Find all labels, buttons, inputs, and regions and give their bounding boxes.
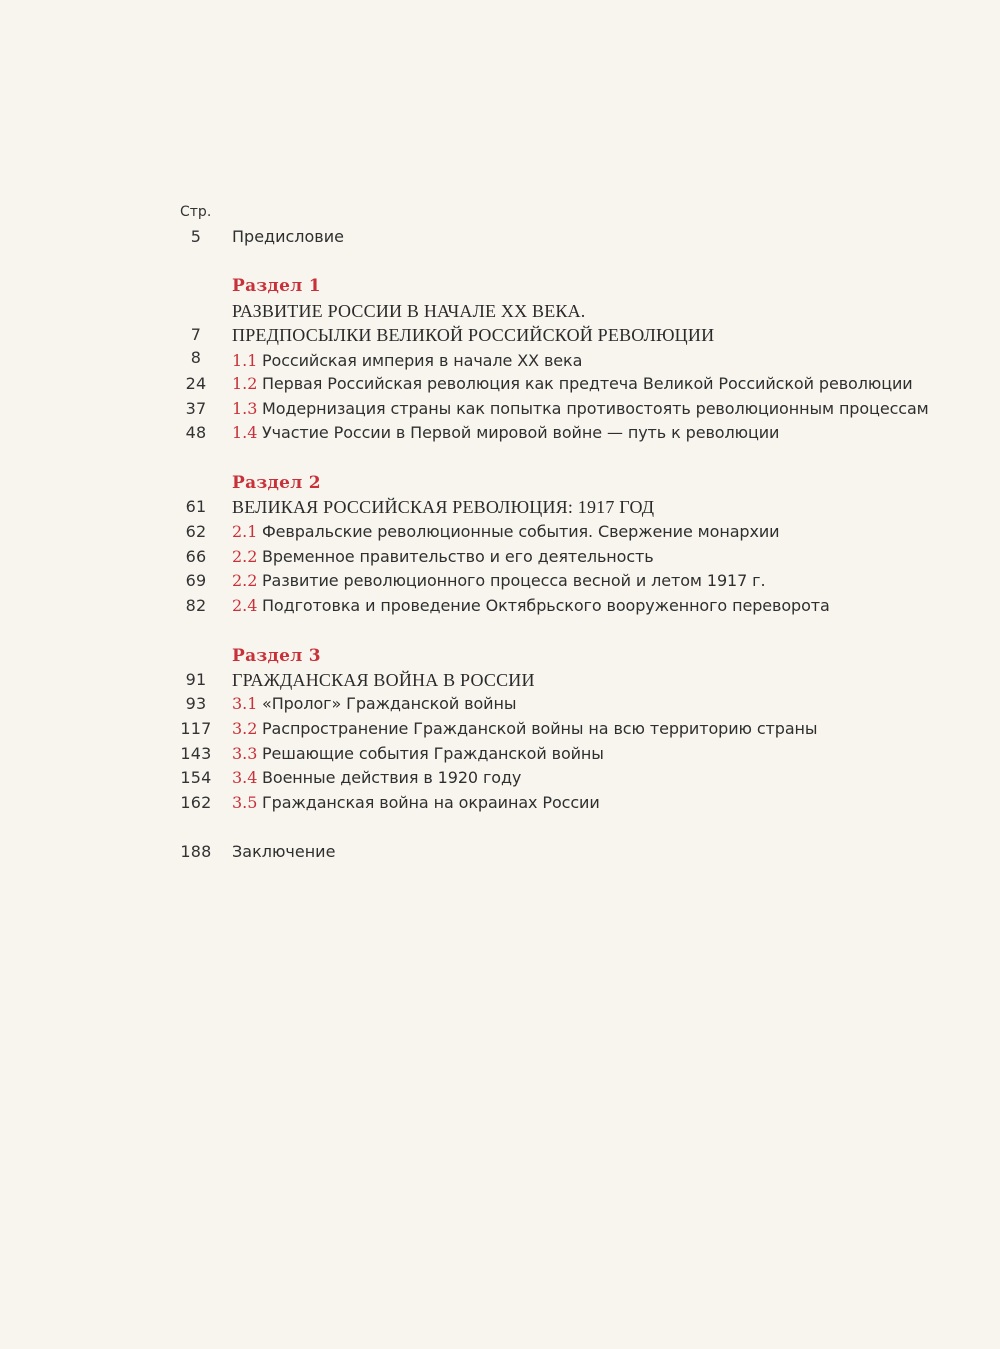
entry-title: Подготовка и проведение Октябрьского вооруженного переворота (262, 596, 830, 615)
entry-title: Российская империя в начале XX века (262, 351, 583, 370)
entry-title: Временное правительство и его деятельность (262, 547, 654, 566)
page-number: 66 (185, 547, 207, 566)
page-number: 154 (180, 768, 212, 787)
entry-title: Распространение Гражданской войны на всю территорию страны (262, 719, 818, 738)
chapter-number: 3.5 (232, 793, 258, 812)
section-3-label-row (0, 644, 1000, 668)
toc-entry-conclusion[interactable] (0, 840, 1000, 864)
page-number: 143 (180, 744, 212, 763)
toc-entry[interactable] (0, 520, 1000, 544)
entry-title: Гражданская война на окраинах России (262, 793, 600, 812)
entry-title: Участие России в Первой мировой войне — путь к революции (262, 423, 780, 442)
toc-entry[interactable] (0, 742, 1000, 766)
section-2-title-row[interactable] (0, 495, 1000, 519)
page-number: 7 (190, 325, 202, 344)
section-title: ВЕЛИКАЯ РОССИЙСКАЯ РЕВОЛЮЦИЯ: 1917 ГОД (232, 497, 655, 517)
chapter-number: 3.4 (232, 768, 258, 787)
toc-entry[interactable] (0, 717, 1000, 741)
chapter-number: 2.4 (232, 596, 258, 615)
page-number: 93 (185, 694, 207, 713)
page-number: 24 (185, 374, 207, 393)
toc-entry[interactable] (0, 766, 1000, 790)
entry-title: Военные действия в 1920 году (262, 768, 522, 787)
section-label: Раздел 3 (232, 646, 321, 666)
page-number: 162 (180, 793, 212, 812)
chapter-number: 1.4 (232, 423, 258, 442)
page-number: 82 (185, 596, 207, 615)
toc-entry[interactable] (0, 545, 1000, 569)
section-label: Раздел 1 (232, 276, 321, 296)
page-column-label: Стр. (180, 204, 212, 220)
chapter-number: 1.1 (232, 351, 258, 370)
toc-entry[interactable] (0, 397, 1000, 421)
section-2-label-row (0, 471, 1000, 495)
toc-entry[interactable] (0, 349, 1000, 373)
page-number: 188 (180, 842, 212, 861)
entry-title: Заключение (232, 842, 336, 861)
section-title: ГРАЖДАНСКАЯ ВОЙНА В РОССИИ (232, 670, 535, 690)
entry-title: Предисловие (232, 227, 344, 246)
chapter-number: 3.1 (232, 694, 258, 713)
toc-entry[interactable] (0, 692, 1000, 716)
entry-title: Модернизация страны как попытка противостоять революционным процессам (262, 399, 929, 418)
section-1-label-row (0, 274, 1000, 298)
section-title: ПРЕДПОСЫЛКИ ВЕЛИКОЙ РОССИЙСКОЙ РЕВОЛЮЦИИ (232, 325, 715, 345)
toc-header (0, 200, 1000, 224)
page-number: 69 (185, 571, 207, 590)
chapter-number: 1.3 (232, 399, 258, 418)
toc-entry[interactable] (0, 791, 1000, 815)
page-number: 37 (185, 399, 207, 418)
page-number: 48 (185, 423, 207, 442)
chapter-number: 2.1 (232, 522, 258, 541)
page-number: 5 (190, 227, 202, 246)
chapter-number: 2.2 (232, 571, 258, 590)
page-number: 117 (180, 719, 212, 738)
page-number: 8 (190, 348, 202, 367)
toc-entry[interactable] (0, 594, 1000, 618)
page-number: 61 (185, 497, 207, 516)
entry-title: «Пролог» Гражданской войны (262, 694, 517, 713)
chapter-number: 3.3 (232, 744, 258, 763)
toc-entry-preface[interactable] (0, 225, 1000, 249)
chapter-number: 2.2 (232, 547, 258, 566)
entry-title: Первая Российская революция как предтеча Великой Российской революции (262, 374, 913, 393)
section-1-title-row-1 (0, 299, 1000, 323)
section-3-title-row[interactable] (0, 668, 1000, 692)
chapter-number: 3.2 (232, 719, 258, 738)
toc-entry[interactable] (0, 421, 1000, 445)
entry-title: Развитие революционного процесса весной и летом 1917 г. (262, 571, 766, 590)
section-title: РАЗВИТИЕ РОССИИ В НАЧАЛЕ XX ВЕКА. (232, 301, 586, 321)
page-number: 62 (185, 522, 207, 541)
page-number: 91 (185, 670, 207, 689)
section-label: Раздел 2 (232, 473, 321, 493)
entry-title: Февральские революционные события. Свержение монархии (262, 522, 780, 541)
toc-entry[interactable] (0, 372, 1000, 396)
section-1-title-row-2[interactable] (0, 323, 1000, 347)
toc-entry[interactable] (0, 569, 1000, 593)
chapter-number: 1.2 (232, 374, 258, 393)
entry-title: Решающие события Гражданской войны (262, 744, 604, 763)
